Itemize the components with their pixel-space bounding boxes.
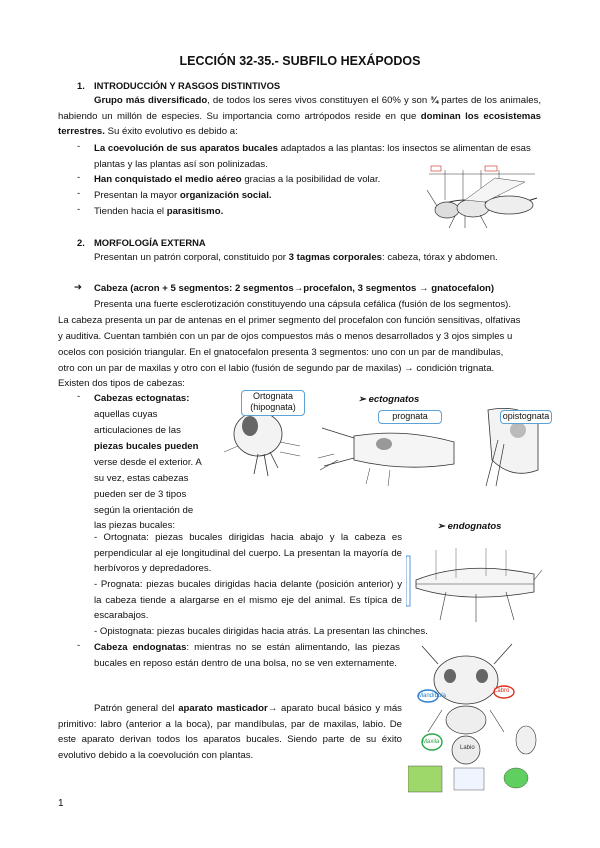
bullet-bold: La coevolución de sus aparatos bucales	[94, 143, 278, 154]
cabeza-line: otro con un par de maxilas y otro con el labio (fusión de segundo par de maxilas) → condición trignata.	[58, 363, 495, 374]
ortognata-text: - Ortognata: piezas bucales dirigidas hacia abajo y la cabeza es perpendicular al eje longitudinal del cuerpo. La presentan la mayoría de herbívoros y depredadores.	[94, 532, 402, 575]
bullet-dash: -	[77, 204, 81, 215]
insect-body-figure	[425, 160, 545, 232]
cabeza-line: Existen dos tipos de cabezas:	[58, 378, 185, 389]
para-text: , de todos los seres vivos constituyen el 60% y son	[207, 95, 431, 106]
cabeza-line: ocelos con posición triangular. En el gnatocefalon presenta 3 segmentos: uno con un par de mandibulas,	[58, 347, 504, 358]
cabeza-line: y auditiva. Cuentan también con un par de ojos compuestos más o menos desarrollados y 3 ojos simples u	[58, 331, 513, 342]
tagmas-bold: 3 tagmas corporales	[288, 252, 382, 263]
endognatos-figure	[406, 540, 544, 626]
section1-paragraph	[58, 93, 541, 140]
para-text: Patrón general del	[94, 703, 179, 714]
maxila-label: Maxila	[422, 739, 440, 745]
ectognatas-line: piezas bucales pueden	[94, 441, 199, 452]
bullet-parasitism	[94, 204, 414, 220]
mouthparts-figure	[408, 640, 548, 796]
labio-label: Labio	[460, 745, 475, 751]
ectognatas-line: pueden ser de 3 tipos	[94, 489, 187, 500]
fraction-bold: ¾	[430, 95, 439, 106]
opistognata-text: - Opistognata: piezas bucales dirigidas hacia atrás. La presentan las chinches.	[94, 626, 428, 637]
para-text: Su éxito evolutivo es debido a:	[104, 126, 238, 138]
arrow-icon: ➔	[74, 282, 83, 293]
ectognatas-line: articulaciones de las	[94, 425, 181, 436]
bullet-text: adaptados a las plantas: los insectos se alimentan de esas plantas y las plantas así son polinizadas.	[94, 143, 531, 170]
diversified-bold: Grupo más diversificado	[94, 95, 208, 106]
ectognatos-label: ➢ ectognatos	[358, 394, 420, 405]
prognata-label: prognata	[378, 410, 442, 424]
bullet-bold: organización social.	[179, 190, 272, 201]
bullet-dash: -	[77, 391, 81, 402]
section1-number: 1.	[77, 80, 85, 91]
bullet-text: gracias a la posibilidad de volar.	[241, 174, 381, 185]
ectognatas-line: según la orientación de	[94, 505, 194, 516]
bullet-bold: Han conquistado el medio aéreo	[94, 174, 242, 185]
page-title: LECCIÓN 32-35.- SUBFILO HEXÁPODOS	[179, 54, 421, 68]
para-text: → aparato bucal básico y más primitivo: labro (anterior a la boca), par mandíbulas, par de maxilas, labio. De este aparato derivan todos los aparatos bucales. Siendo parte de su éxito evolutivo debido a la coevolución con plantas.	[58, 703, 402, 761]
mandibula-label: Mandíbula	[418, 693, 447, 699]
section2-number: 2.	[77, 237, 85, 248]
para-text: : cabeza, tórax y abdomen.	[382, 252, 498, 263]
ectognatas-line: su vez, estas cabezas	[94, 473, 189, 484]
masticador-bold: aparato masticador	[178, 703, 268, 714]
bullet-text: Presentan la mayor	[94, 190, 180, 201]
bullet-aerial	[94, 172, 434, 188]
section2-heading: MORFOLOGÍA EXTERNA	[94, 237, 206, 248]
opistognata-label: opistognata	[500, 410, 552, 424]
ortognata-label: Ortognata (hipognata)	[241, 390, 305, 416]
ectognatas-line: verse desde el exterior. A	[94, 457, 202, 468]
endognatas-rest: : mientras no se están alimentando, las piezas bucales en reposo están dentro de una bolsa, no se ven externamente.	[94, 642, 400, 669]
endognatos-text: endognatos	[447, 521, 502, 532]
endognatas-bold: Cabeza endognatas	[94, 642, 187, 653]
section2-paragraph	[94, 250, 544, 266]
ectognatas-line: aquellas cuyas	[94, 409, 158, 420]
ectognatos-text: ectognatos	[368, 394, 420, 405]
cabeza-heading: Cabeza (acron + 5 segmentos: 2 segmentos→procefalon, 3 segmentos → gnatocefalon)	[94, 283, 495, 294]
bullet-bold: parasitismo.	[166, 206, 224, 217]
section1-heading: INTRODUCCIÓN Y RASGOS DISTINTIVOS	[94, 80, 281, 91]
cabeza-line: Presenta una fuerte esclerotización constituyendo una cápsula cefálica (fusión de los segmentos).	[94, 299, 512, 310]
page-number: 1	[58, 798, 64, 809]
para-text: Presentan un patrón corporal, constituido por	[94, 252, 289, 263]
ecosystems-bold: dominan los ecosistemas terrestres.	[58, 110, 541, 138]
bullet-dash: -	[77, 141, 81, 152]
endognatos-label: ➢ endognatos	[437, 521, 502, 532]
prognata-text: - Prognata: piezas bucales dirigidas hacia delante (posición anterior) y la cabeza tiende a alargarse en el mismo eje del animal. Es típica de escarabajos.	[94, 579, 402, 622]
ectognatas-line: las piezas bucales:	[94, 520, 176, 531]
endognatas-text	[94, 640, 400, 671]
bullet-dash: -	[77, 640, 81, 651]
para-text: partes de los animales, habiendo un millón de especies. Su importancia como artrópodos reside en que	[58, 95, 541, 122]
bullet-dash: -	[77, 188, 81, 199]
bullet-social	[94, 188, 414, 204]
bullet-text: Tienden hacia el	[94, 206, 167, 217]
ectognatas-line: Cabezas ectognatas:	[94, 393, 190, 404]
cabeza-line: La cabeza presenta un par de antenas en el primer segmento del procefalon con función sensitivas, olfativas	[58, 315, 521, 326]
masticador-paragraph	[58, 701, 402, 763]
bullet-dash: -	[77, 172, 81, 183]
labro-label: Labro	[494, 688, 510, 694]
